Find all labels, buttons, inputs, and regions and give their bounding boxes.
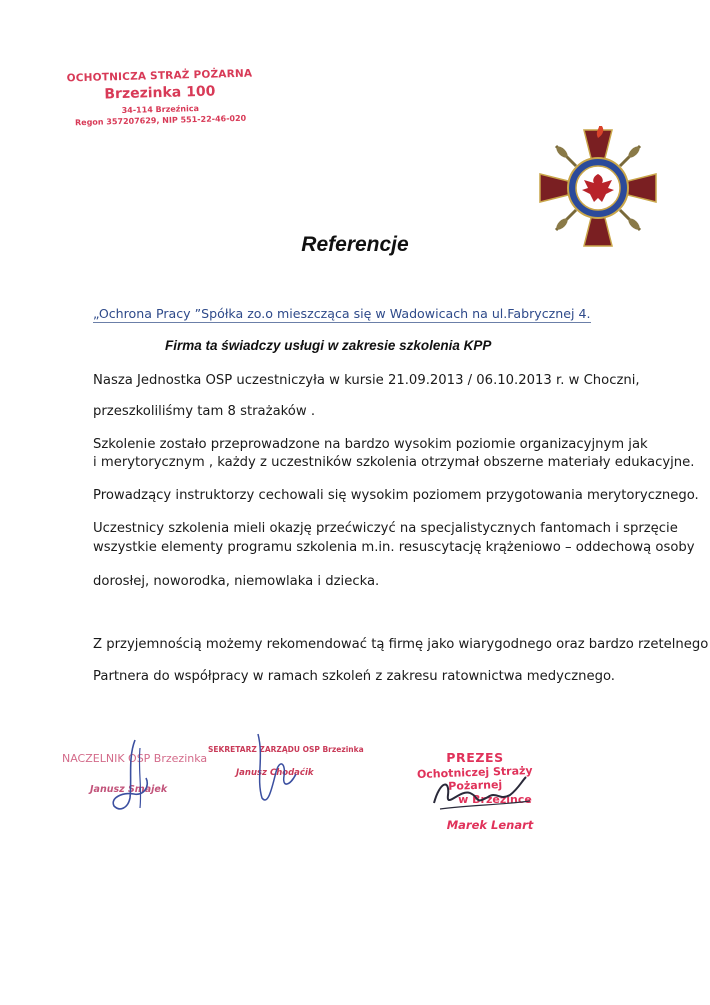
paragraph-line: przeszkoliliśmy tam 8 strażaków .: [93, 404, 316, 419]
stamp-postcode: 34-114 Brzeźnica: [121, 103, 200, 116]
prezes-name: Marek Lenart: [446, 818, 534, 832]
naczelnik-title: NACZELNIK OSP Brzezinka: [62, 752, 208, 765]
paragraph-line: dorosłej, noworodka, niemowlaka i dziecka.: [93, 574, 380, 589]
prezes-place: w Brzezince: [458, 793, 532, 806]
document-subtitle: Firma ta świadczy usługi w zakresie szkolenia KPP: [165, 338, 492, 353]
paragraph-line: Partnera do współpracy w ramach szkoleń z zakresu ratownictwa medycznego.: [93, 669, 615, 684]
sekretarz-title: SEKRETARZ ZARZĄDU OSP Brzezinka: [208, 745, 364, 754]
paragraph-line: Uczestnicy szkolenia mieli okazję przećwiczyć na specjalistycznych fantomach i sprzęcie: [93, 521, 678, 536]
paragraph-line: Szkolenie zostało przeprowadzone na bardzo wysokim poziomie organizacyjnym jak: [93, 437, 648, 452]
sekretarz-signature-icon: [250, 728, 310, 808]
naczelnik-signature-icon: [100, 738, 170, 818]
fire-brigade-emblem-icon: [536, 126, 660, 250]
paragraph-line: Prowadzący instruktorzy cechowali się wysokim poziomem przygotowania merytorycznego.: [93, 488, 699, 503]
document-title: Referencje: [301, 233, 409, 256]
paragraph-line: wszystkie elementy programu szkolenia m.in. resuscytację krążeniowo – oddechową osoby: [93, 540, 695, 555]
paragraph-line: Nasza Jednostka OSP uczestniczyła w kursie 21.09.2013 / 06.10.2013 r. w Choczni,: [93, 373, 640, 388]
paragraph-line: Z przyjemnością możemy rekomendować tą firmę jako wiarygodnego oraz bardzo rzetelnego: [93, 637, 709, 652]
naczelnik-name: Janusz Smajek: [90, 784, 168, 795]
sekretarz-name: Janusz Chodaćik: [236, 768, 314, 778]
prezes-signature-icon: [430, 775, 540, 815]
stamp-regon-nip: Regon 357207629, NIP 551-22-46-020: [74, 113, 247, 128]
paragraph-line: i merytorycznym , każdy z uczestników szkolenia otrzymał obszerne materiały edukacyjne.: [93, 455, 695, 470]
prezes-org: Ochotniczej Straży Pożarnej: [416, 763, 533, 793]
stamp-address: Brzezinka 100: [104, 83, 216, 103]
header-stamp: [59, 67, 260, 127]
company-line: „Ochrona Pracy ”Spółka zo.o mieszcząca się w Wadowicach na ul.Fabrycznej 4.: [93, 306, 591, 321]
stamp-org-name: OCHOTNICZA STRAŻ POŻARNA: [66, 67, 253, 85]
prezes-title: PREZES: [446, 750, 504, 765]
